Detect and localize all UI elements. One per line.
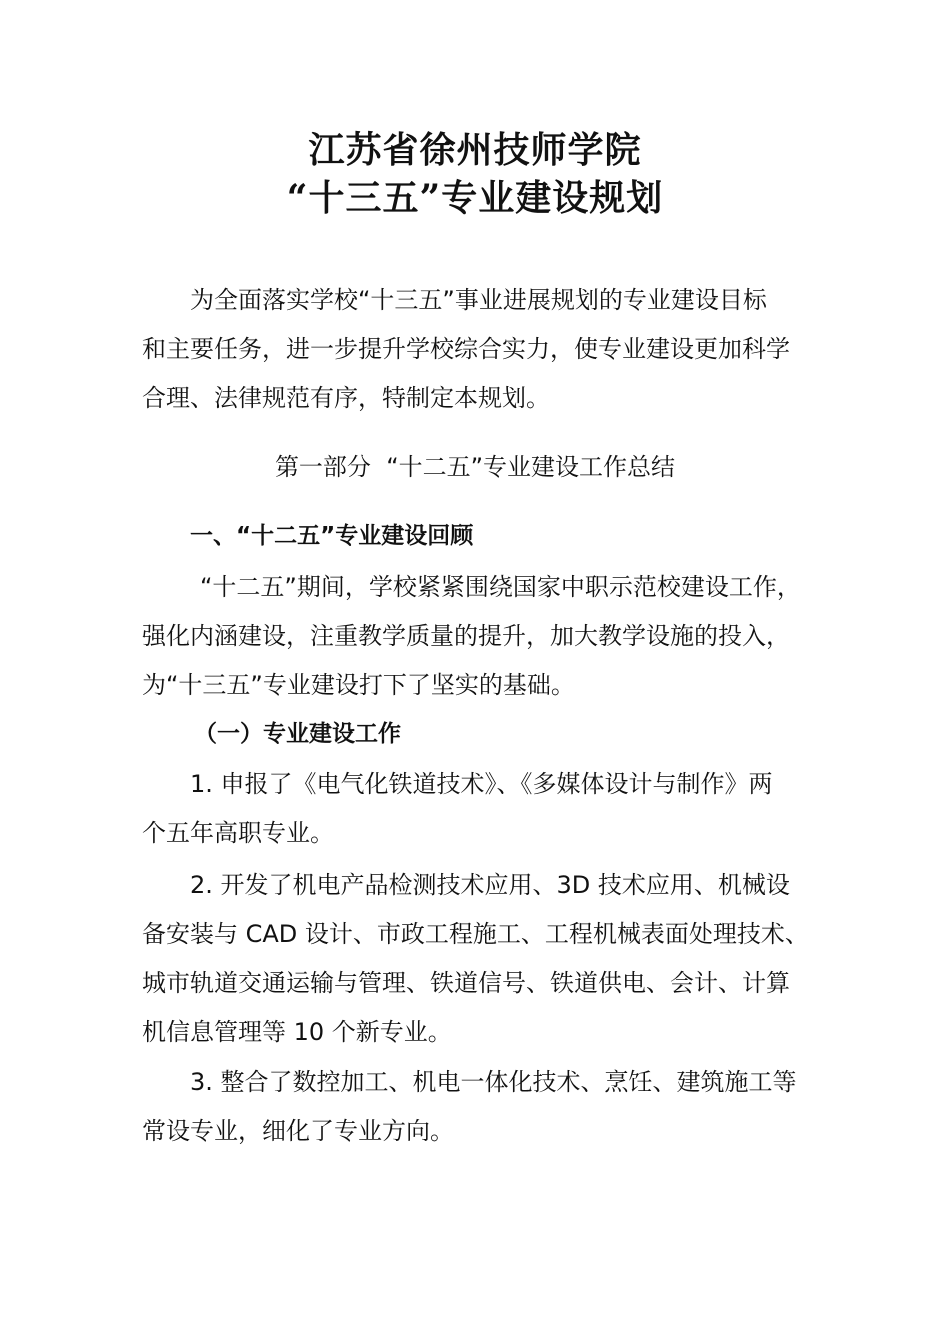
section1-line: “十二五”期间，学校紧紧围绕国家中职示范校建设工作， [200,573,801,601]
section1-line: 强化内涵建设，注重教学质量的提升，加大教学设施的投入， [142,622,790,650]
item1-line: 个五年高职专业。 [142,819,334,847]
part1-heading: 第一部分 “十二五”专业建设工作总结 [274,453,676,481]
item1-paragraph [142,760,807,858]
document-title-line2: “十三五”专业建设规划 [286,177,664,219]
section1-heading: 一、“十二五”专业建设回顾 [190,523,474,549]
item2-line: 城市轨道交通运输与管理、铁道信号、铁道供电、会计、计算 [142,969,790,997]
subsection1-heading: （一）专业建设工作 [194,721,401,747]
intro-paragraph [142,276,807,423]
item1-line: 1. 申报了《电气化铁道技术》、《多媒体设计与制作》两 [190,770,773,798]
intro-line: 合理、法律规范有序，特制定本规划。 [142,384,550,412]
item2-paragraph [142,861,807,1057]
item2-line: 2. 开发了机电产品检测技术应用、3D 技术应用、机械设 [190,871,790,899]
section1-paragraph [142,563,807,710]
intro-line: 为全面落实学校“十三五”事业进展规划的专业建设目标 [190,286,767,314]
section1-line: 为“十三五”专业建设打下了坚实的基础。 [142,671,575,699]
item3-line: 常设专业，细化了专业方向。 [142,1117,454,1145]
document-title-line1: 江苏省徐州技师学院 [308,129,642,171]
intro-line: 和主要任务，进一步提升学校综合实力，使专业建设更加科学 [142,335,790,363]
item3-paragraph [142,1058,807,1156]
item2-line: 机信息管理等 10 个新专业。 [142,1018,452,1046]
item3-line: 3. 整合了数控加工、机电一体化技术、烹饪、建筑施工等 [190,1068,797,1096]
item2-line: 备安装与 CAD 设计、市政工程施工、工程机械表面处理技术、 [142,920,809,948]
